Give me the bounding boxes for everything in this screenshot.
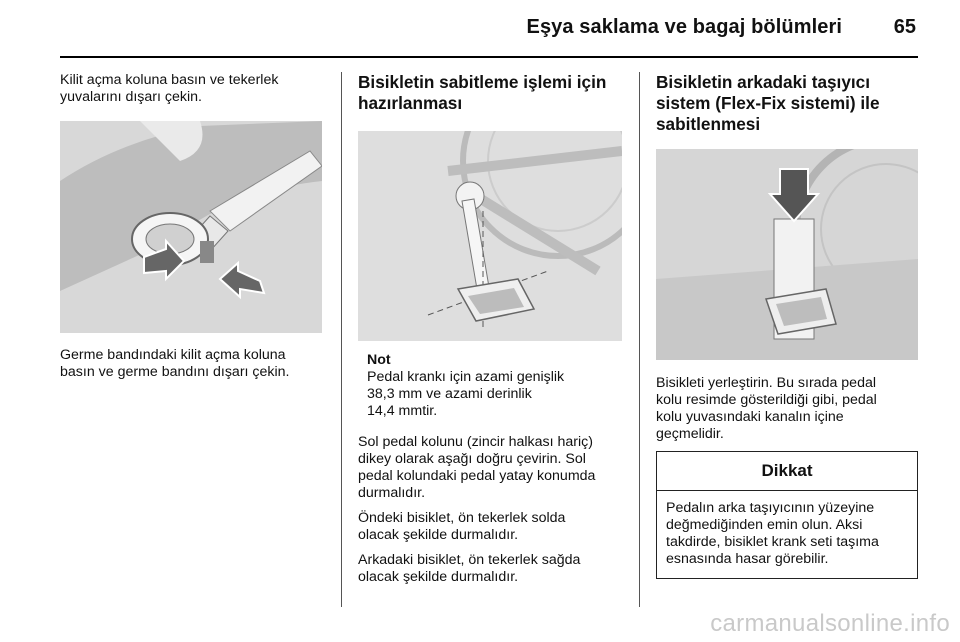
- note-block: [367, 352, 632, 420]
- pedal-crank-illustration: [358, 131, 622, 341]
- left-column-bottom: [60, 347, 330, 381]
- left-instruction-2: Germe bandındaki kilit açma koluna basın ve germe bandını dışarı çekin.: [60, 347, 290, 380]
- middle-column: [358, 72, 633, 114]
- left-column: [60, 72, 330, 106]
- column-divider-1: [341, 72, 342, 607]
- left-instruction-1: Kilit açma koluna basın ve tekerlek yuvalarını dışarı çekin.: [60, 72, 279, 105]
- flex-fix-illustration: [656, 149, 918, 360]
- warning-box: [656, 451, 918, 579]
- column-divider-2: [639, 72, 640, 607]
- watermark: carmanualsonline.info: [710, 610, 950, 637]
- right-heading: Bisikletin arkadaki taşıyıcı sistem (Flex-Fix sistemi) ile sabitlenmesi: [656, 72, 880, 134]
- right-column: [656, 72, 921, 135]
- warning-title: Dikkat: [657, 452, 917, 491]
- header-rule: [60, 56, 918, 58]
- middle-body: [358, 434, 636, 586]
- note-title: Not: [367, 352, 391, 368]
- right-body: [656, 375, 921, 443]
- middle-paragraph-2: Öndeki bisiklet, ön tekerlek solda olacak şekilde durmalıdır.: [358, 510, 566, 543]
- wheel-holder-illustration: [60, 121, 322, 333]
- middle-heading: Bisikletin sabitleme işlemi için hazırlanması: [358, 72, 607, 113]
- warning-text: Pedalın arka taşıyıcının yüzeyine değmediğinden emin olun. Aksi takdirde, bisiklet krank seti taşıma esnasında hasar görebilir.: [666, 500, 879, 567]
- page-header-title: Eşya saklama ve bagaj bölümleri: [526, 16, 842, 38]
- note-text: Pedal krankı için azami genişlik 38,3 mm ve azami derinlik 14,4 mmtir.: [367, 369, 565, 419]
- middle-paragraph-3: Arkadaki bisiklet, ön tekerlek sağda olacak şekilde durmalıdır.: [358, 552, 581, 585]
- page-number: 65: [893, 16, 916, 38]
- middle-paragraph-1: Sol pedal kolunu (zincir halkası hariç) dikey olarak aşağı doğru çevirin. Sol pedal kolundaki pedal yatay konumda durmalıdır.: [358, 434, 596, 501]
- right-paragraph-1: Bisikleti yerleştirin. Bu sırada pedal kolu resimde gösterildiği gibi, pedal kolu yuvasındaki kanalın içine geçmelidir.: [656, 375, 877, 442]
